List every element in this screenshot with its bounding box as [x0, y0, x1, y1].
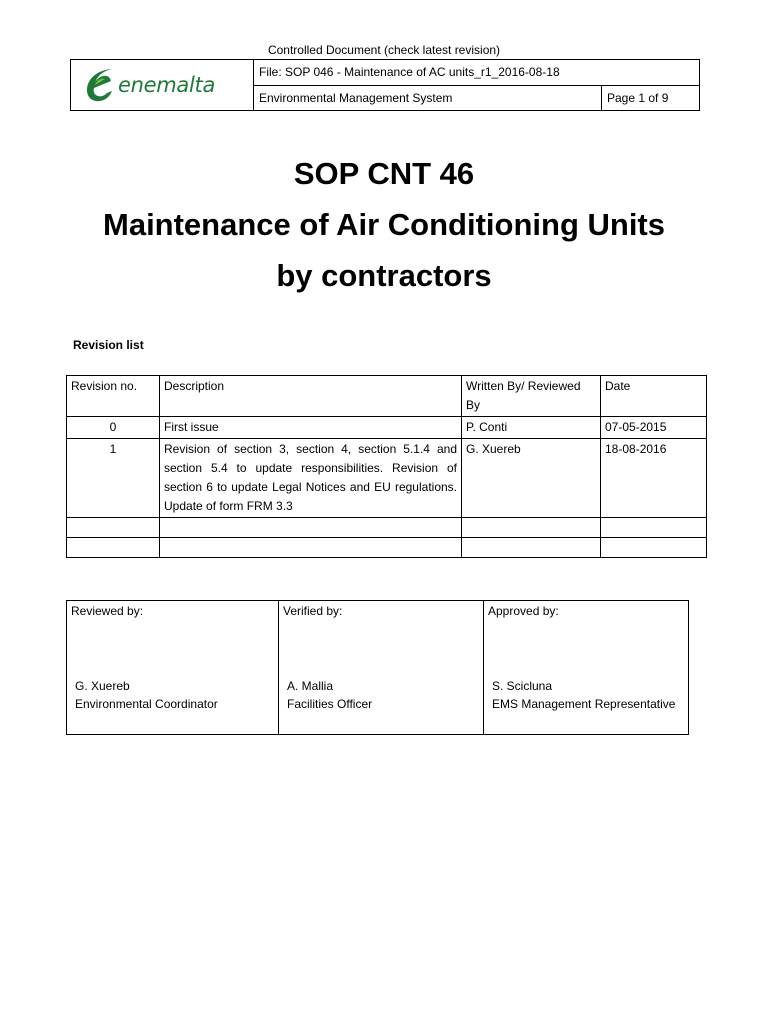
title-line-3: by contractors: [276, 258, 492, 293]
table-row: [67, 439, 707, 518]
empty-row: [67, 518, 707, 538]
approved-by-label: Approved by:: [488, 604, 559, 618]
revision-date: 18-08-2016: [601, 439, 707, 518]
revision-description: Revision of section 3, section 4, section 5.1.4 and section 5.4 to update responsibilities. Revision of section 6 to update Legal Notices and EU regulations. Update of form FRM 3.3: [160, 439, 462, 518]
logo-text: enemalta: [118, 73, 216, 97]
table-row: [67, 417, 707, 439]
enemalta-logo: [71, 60, 253, 110]
document-title: [0, 148, 768, 301]
approval-table: [66, 600, 689, 735]
revision-header-row: [67, 376, 707, 417]
empty-cell: [601, 538, 707, 558]
header-date: Date: [601, 376, 707, 417]
verifier-role: Facilities Officer: [287, 697, 373, 711]
title-line-2: Maintenance of Air Conditioning Units: [103, 207, 665, 242]
controlled-document-notice: Controlled Document (check latest revision): [267, 43, 501, 57]
empty-cell: [601, 518, 707, 538]
reviewed-by-label: Reviewed by:: [71, 604, 144, 618]
document-header: [70, 59, 700, 111]
revision-table: [66, 375, 707, 558]
reviewer-role: Environmental Coordinator: [75, 697, 218, 711]
header-description: Description: [160, 376, 462, 417]
empty-cell: [160, 518, 462, 538]
reviewed-by-cell: [67, 601, 279, 735]
empty-cell: [462, 518, 601, 538]
revision-list-heading: Revision list: [73, 338, 144, 352]
header-revision-no: Revision no.: [67, 376, 160, 417]
management-system: Environmental Management System: [254, 85, 602, 111]
empty-cell: [462, 538, 601, 558]
empty-cell: [160, 538, 462, 558]
reviewer-name: G. Xuereb: [75, 679, 130, 693]
revision-description: First issue: [160, 417, 462, 439]
approver-role: EMS Management Representative: [492, 697, 676, 711]
revision-no: 0: [67, 417, 160, 439]
revision-author: P. Conti: [462, 417, 601, 439]
file-name: File: SOP 046 - Maintenance of AC units_r1_2016-08-18: [254, 60, 700, 86]
empty-cell: [67, 518, 160, 538]
empty-cell: [67, 538, 160, 558]
verified-by-label: Verified by:: [283, 604, 343, 618]
title-line-1: SOP CNT 46: [293, 156, 475, 191]
approved-by-cell: [484, 601, 689, 735]
header-written-by: Written By/ Reviewed By: [462, 376, 601, 417]
leaf-icon: [85, 67, 115, 103]
verifier-name: A. Mallia: [287, 679, 334, 693]
revision-author: G. Xuereb: [462, 439, 601, 518]
verified-by-cell: [279, 601, 484, 735]
page-number: Page 1 of 9: [602, 85, 700, 111]
logo-cell: [71, 60, 254, 111]
revision-date: 07-05-2015: [601, 417, 707, 439]
approver-name: S. Scicluna: [492, 679, 553, 693]
revision-no: 1: [67, 439, 160, 518]
empty-row: [67, 538, 707, 558]
